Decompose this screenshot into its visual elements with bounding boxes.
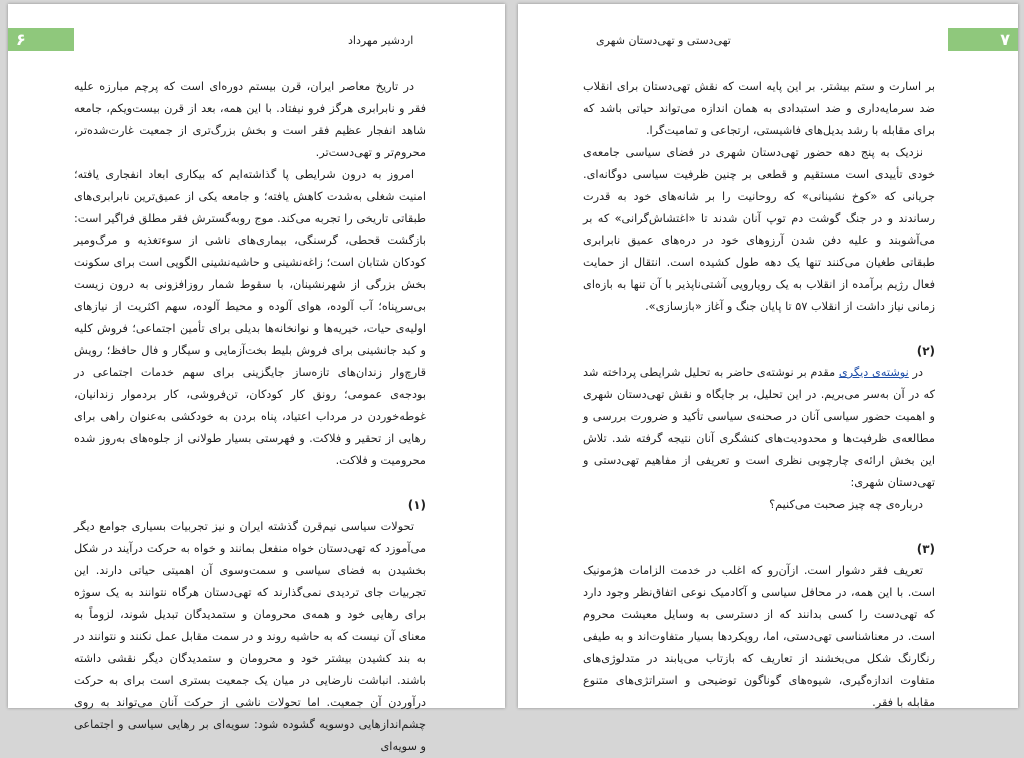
page-number-badge: ۶	[8, 28, 74, 51]
reference-link[interactable]: نوشته‌ی دیگری	[838, 366, 909, 379]
paragraph: تحولات سیاسی نیم‌قرن گذشته ایران و نیز تجربیات بسیاری جوامع دیگر می‌آموزد که تهی‌دستان خواه منفعل بمانند و خواه به حرکت درآیند در شکل بخشیدن به فضای سیاسی و سمت‌وسوی آن اهمیتی حیاتی دارند. این تجربیات جای تردیدی نمی‌گذارند که تهی‌دستان هرگاه نتوانند به یک سوژه برای رهایی خود و همه‌ی محرومان و ستمدیدگان تبدیل شوند، لزوماً به معنای آن نیست که به حاشیه روند و در سمت مقابل عمل نکنند و نتوانند در به بند کشیدن بیشتر خود و محرومان و ستمدیدگان دیگر نقشی داشته باشند. انباشت نارضایی در میان یک جمعیت بستری است برای به حرکت درآوردن آن جمعیت. اما تحولات ناشی از حرکت آنان می‌تواند به روی چشم‌اندازهایی دوسویه گشوده شود: سویه‌ای بر رهایی سیاسی و اجتماعی و سویه‌ای	[74, 520, 426, 753]
section-number: (۱)	[407, 498, 426, 512]
left-body-text	[74, 76, 426, 758]
paragraph-text: در	[912, 366, 924, 379]
paragraph: نزدیک به پنج دهه حضور تهی‌دستان شهری در فضای سیاسی جامعه‌ی خودی تأییدی است مستقیم و قطعی بر چنین ظرفیت سیاسی دوگانه‌ای. جریانی که «کوخ نشینانی» که روحانیت را بر شانه‌های خود به قدرت رساندند و در جنگ گوشت دم توپ آنان شدند تا «اغتشاش‌گرانی» که بر می‌آشوبند و علیه دفن شدن آرزوهای خود در دره‌های عمیق نابرابری طبقاتی طغیان می‌کنند تنها یک دهه طول کشیده است. انتقال از حمایت فعال رژیم برآمده از انقلاب به یک رویارویی آشتی‌ناپذیر با آن تنها به بازه‌ای زمانی نیاز داشت از انقلاب ۵۷ تا پایان جنگ و آغاز «بازسازی».	[583, 146, 935, 313]
section-number: (۳)	[916, 542, 935, 556]
right-page	[518, 4, 1018, 708]
section-number: (۲)	[916, 344, 935, 358]
paragraph	[583, 362, 935, 494]
paragraph: تعریف فقر دشوار است. ازآن‌رو که اغلب در خدمت الزامات هژمونیک است. با این همه، در محافل سیاسی و آکادمیک نوعی اتفاق‌نظر وجود دارد که تهی‌دست را کسی بدانند که از دسترسی به وسایل معیشت محروم است. در معناشناسی تهی‌دستی، اما، رویکردها بسیار متفاوت‌اند و به طیفی رنگارنگ شکل می‌بخشند از تعاریف که بازتاب می‌یابند در متدلوژی‌های متفاوت اندازه‌گیری، شیوه‌های گوناگون توضیحی و استراتژی‌های متنوع مقابله با فقر.	[583, 564, 935, 709]
paragraph: بر اسارت و ستم بیشتر. بر این پایه است که نقش تهی‌دستان برای انقلاب ضد سرمایه‌داری و ضد استبدادی به همان اندازه می‌تواند حیاتی باشد که برای مقابله با رشد بدیل‌های فاشیستی، ارتجاعی و تمامیت‌گرا.	[583, 80, 935, 137]
running-title: اردشیر مهرداد	[348, 34, 414, 47]
right-body-text	[583, 76, 935, 714]
page-number-badge: ۷	[948, 28, 1018, 51]
paragraph-text: مقدم بر نوشته‌ی حاضر به تحلیل شرایطی پرداخته شد که در آن به‌سر می‌بریم. در این تحلیل، بر جایگاه و نقش تهی‌دستان شهری و اهمیت حضور سیاسی آنان در صحنه‌ی سیاسی تأکید و ضرورت بررسی و مطالعه‌ی ظرفیت‌ها و محدودیت‌های کنشگری آنان نتیجه گرفته شد. تلاش این بخش ارائه‌ی چارچوبی نظری است و تعریفی از مفاهیم تهی‌دستی و تهی‌دستان شهری:	[583, 366, 935, 489]
left-page	[8, 4, 505, 753]
running-title: تهی‌دستی و تهی‌دستان شهری	[596, 34, 731, 47]
question-line: درباره‌ی چه چیز صحبت می‌کنیم؟	[769, 498, 923, 511]
paragraph: در تاریخ معاصر ایران، قرن بیستم دوره‌ای است که پرچم مبارزه علیه فقر و نابرابری هرگز فرو نیفتاد. با این همه، بعد از قرن بیست‌ویکم، جامعه شاهد انفجار عظیم فقر است و بخش بزرگ‌تری از جمعیت غارت‌شده‌تر، محروم‌تر و تهی‌دست‌تر.	[74, 80, 426, 159]
paragraph: امروز به درون شرایطی پا گذاشته‌ایم که بیکاری ابعاد انفجاری یافته؛ امنیت شغلی به‌شدت کاهش یافته؛ و جامعه یکی از عمیق‌ترین نابرابری‌های طبقاتی تاریخی را تجربه می‌کند. موج روبه‌گسترش فقر مطلق فراگیر است: بازگشت قحطی، گرسنگی، بیماری‌های ناشی از سوءتغذیه و مرگ‌ومیر کودکان شتابان است؛ زاغه‌نشینی و حاشیه‌نشینی الگویی است برای سکونت بخش بزرگی از شهرنشینان، با سقوط شمار روزافزونی به درون زیست بی‌سرپناه؛ آب آلوده، هوای آلوده و محیط آلوده، سهم اکثریت از نیازهای اولیه‌ی حیات، خیریه‌ها و نوانخانه‌ها بدیلی برای تأمین اجتماعی؛ فروش کلیه و کبد جانشینی برای فروش بلیط بخت‌آزمایی و سیگار و فال حافظ؛ رویش قارچ‌وار زندان‌های تازه‌ساز جایگزینی برای سهم خدمات اجتماعی در بودجه‌ی عمومی؛ رونق کار کودکان، تن‌فروشی، کار بردموار زندانیان، غوطه‌خوردن در مرداب اعتیاد، پناه بردن به خودکشی به‌عنوان راهی برای رهایی از تحقیر و فلاکت. و فهرستی بسیار طولانی از جلوه‌های به‌روز شده محرومیت و فلاکت.	[74, 168, 426, 467]
